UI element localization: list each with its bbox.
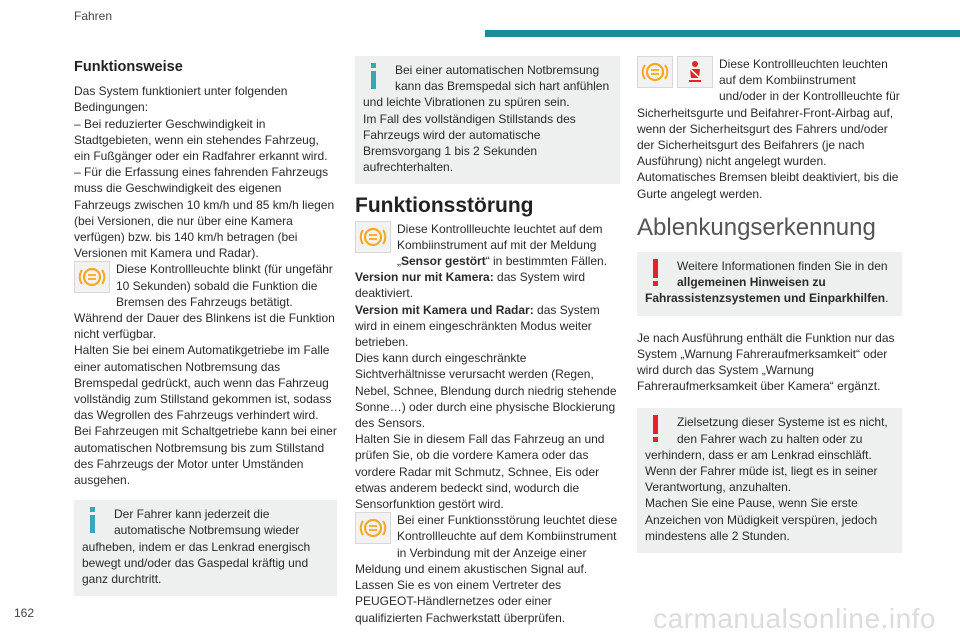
lamp-note bbox=[637, 56, 902, 202]
paragraph: Halten Sie in diesem Fall das Fahrzeug an und prüfen Sie, ob die vordere Kamera oder das vordere Radar mit Schmutz, Schnee, Eis oder etwas anderem bedeckt sind, wodurch die Sensorfunktion gestört wird. bbox=[355, 432, 605, 512]
paragraph: Je nach Ausführung enthält die Funktion nur das System „Warnung Fahreraufmerksamkeit“ oder wird durch das System „Warnung Fahreraufmerksamkeit über Kamera“ ergänzt. bbox=[637, 330, 895, 394]
lamp-note bbox=[74, 261, 337, 310]
info-box bbox=[355, 56, 620, 184]
info-icon bbox=[371, 63, 376, 89]
collision-warning-lamp-icon bbox=[355, 512, 391, 544]
paragraph: – Bei reduzierter Geschwindigkeit in Stadtgebieten, wenn ein stehendes Fahrzeug, ein Fußgänger oder ein Radfahrer erkannt wird. bbox=[74, 116, 328, 164]
paragraph: Diese Kontrollleuchte leuchtet auf dem Kombiinstrument auf mit der Meldung „Sensor gestört“ in bestimmten Fällen. bbox=[397, 221, 608, 269]
seatbelt-lamp-icon bbox=[677, 56, 713, 88]
warning-box bbox=[637, 252, 902, 316]
paragraph: Das System funktioniert unter folgenden Bedingungen: bbox=[74, 84, 288, 115]
watermark: carmanualsonline.info bbox=[653, 603, 936, 634]
paragraph: Diese Kontrollleuchten leuchten auf dem Kombiinstrument und/oder in der Kontrollleuchte für Sicherheitsgurte und Beifahrer-Front-Airbag auf, wenn der Sicherheitsgurt des Fahrers und/oder der Sicherheitsgurt des Beifahrers (je nach Ausführung) nicht angelegt wurden. Automatisches Bremsen bleibt deaktiviert, bis die Gurte angelegt werden. bbox=[637, 57, 900, 201]
info-text: Im Fall des vollständigen Stillstands des Fahrzeugs wird der automatische Bremsvorgang 1 bis 2 Sekunden aufrechterhalten. bbox=[363, 111, 576, 175]
collision-warning-lamp-icon bbox=[355, 221, 391, 253]
warning-icon bbox=[653, 259, 658, 285]
column-3 bbox=[637, 56, 902, 553]
section-heading-funktionsstoerung: Funktionsstörung bbox=[355, 194, 534, 218]
paragraph: – Für die Erfassung eines fahrenden Fahrzeugs muss die Geschwindigkeit des eigenen Fahrzeugs zwischen 10 km/h und 85 km/h liegen (bei Versionen, die nur über eine Kamera verfügen) bzw. bis 140 km/h betragen (bei Versionen mit Kamera und Radar). bbox=[74, 165, 335, 261]
warning-box bbox=[637, 408, 902, 553]
paragraph: Version nur mit Kamera: das System wird deaktiviert. bbox=[355, 270, 586, 301]
paragraph: Bei einer Funktionsstörung leuchtet diese Kontrollleuchte auf dem Kombiinstrument in Verbindung mit der Anzeige einer Meldung und einem akustischen Signal auf. bbox=[355, 513, 618, 576]
info-text: Der Fahrer kann jederzeit die automatische Notbremsung wieder aufheben, indem er das Lenkrad energisch bewegt und/oder das Gaspedal kräftig und ganz durchtritt. bbox=[82, 507, 311, 587]
paragraph: Dies kann durch eingeschränkte Sichtverhältnisse verursacht werden (Regen, Nebel, Schnee, Blendung durch niedrig stehende Sonne…) oder durch eine physische Blockierung des Sensors. bbox=[355, 351, 617, 431]
message-text: Sensor gestört bbox=[401, 254, 486, 269]
section-heading-ablenkungserkennung: Ablenkungserkennung bbox=[637, 213, 876, 241]
info-icon bbox=[90, 507, 95, 533]
lamp-note bbox=[355, 512, 620, 577]
paragraph: Bei Fahrzeugen mit Schaltgetriebe kann bei einer automatischen Notbremsung bis zum Stillstand des Fahrzeugs der Motor unter Umständen ausgehen. bbox=[74, 424, 337, 488]
header-accent-bar bbox=[485, 30, 960, 37]
warning-text: Zielsetzung dieser Systeme ist es nicht, den Fahrer wach zu halten oder zu verhindern, dass er am Lenkrad einschläft. bbox=[645, 415, 888, 462]
warning-text: Machen Sie eine Pause, wenn Sie erste Anzeichen von Müdigkeit verspüren, jedoch mindestens alle 2 Stunden. bbox=[645, 496, 878, 543]
paragraph: Halten Sie bei einem Automatikgetriebe im Falle einer automatischen Notbremsung das Bremspedal gedrückt, auch wenn das Fahrzeug vollständig zum Stillstand gekommen ist, sodass das Wegrollen des Fahrzeugs verhindert wird. bbox=[74, 343, 332, 423]
paragraph: Diese Kontrollleuchte blinkt (für ungefähr 10 Sekunden) sobald die Funktion die Bremsen des Fahrzeugs betätigt. bbox=[116, 262, 333, 309]
column-1 bbox=[74, 55, 337, 596]
page-number: 162 bbox=[14, 606, 35, 620]
paragraph: Während der Dauer des Blinkens ist die Funktion nicht verfügbar. bbox=[74, 311, 335, 342]
section-heading-funktionsweise: Funktionsweise bbox=[74, 59, 183, 75]
info-box bbox=[74, 500, 337, 596]
lamp-note bbox=[355, 221, 620, 270]
warning-icon bbox=[653, 415, 658, 441]
column-2 bbox=[355, 56, 620, 626]
header-title: Fahren bbox=[74, 9, 113, 23]
paragraph: Version mit Kamera und Radar: das System wird in einem eingeschränkten Modus weiter betrieben. bbox=[355, 302, 600, 350]
info-text: Bei einer automatischen Notbremsung kann das Bremspedal sich hart anfühlen und leichte Vibrationen zu spüren sein. bbox=[363, 63, 610, 110]
collision-warning-lamp-icon bbox=[637, 56, 673, 88]
warning-text: Wenn der Fahrer müde ist, liegt es in seiner Verantwortung, anzuhalten. bbox=[645, 464, 878, 495]
collision-warning-lamp-icon bbox=[74, 261, 110, 293]
warning-lamp bbox=[74, 261, 110, 293]
warning-text: Weitere Informationen finden Sie in den allgemeinen Hinweisen zu Fahrassistenzsystemen und Einparkhilfen. bbox=[645, 259, 889, 306]
paragraph: Lassen Sie es von einem Vertreter des PEUGEOT-Händlernetzes oder einer qualifizierten Fachwerkstatt überprüfen. bbox=[355, 578, 566, 625]
